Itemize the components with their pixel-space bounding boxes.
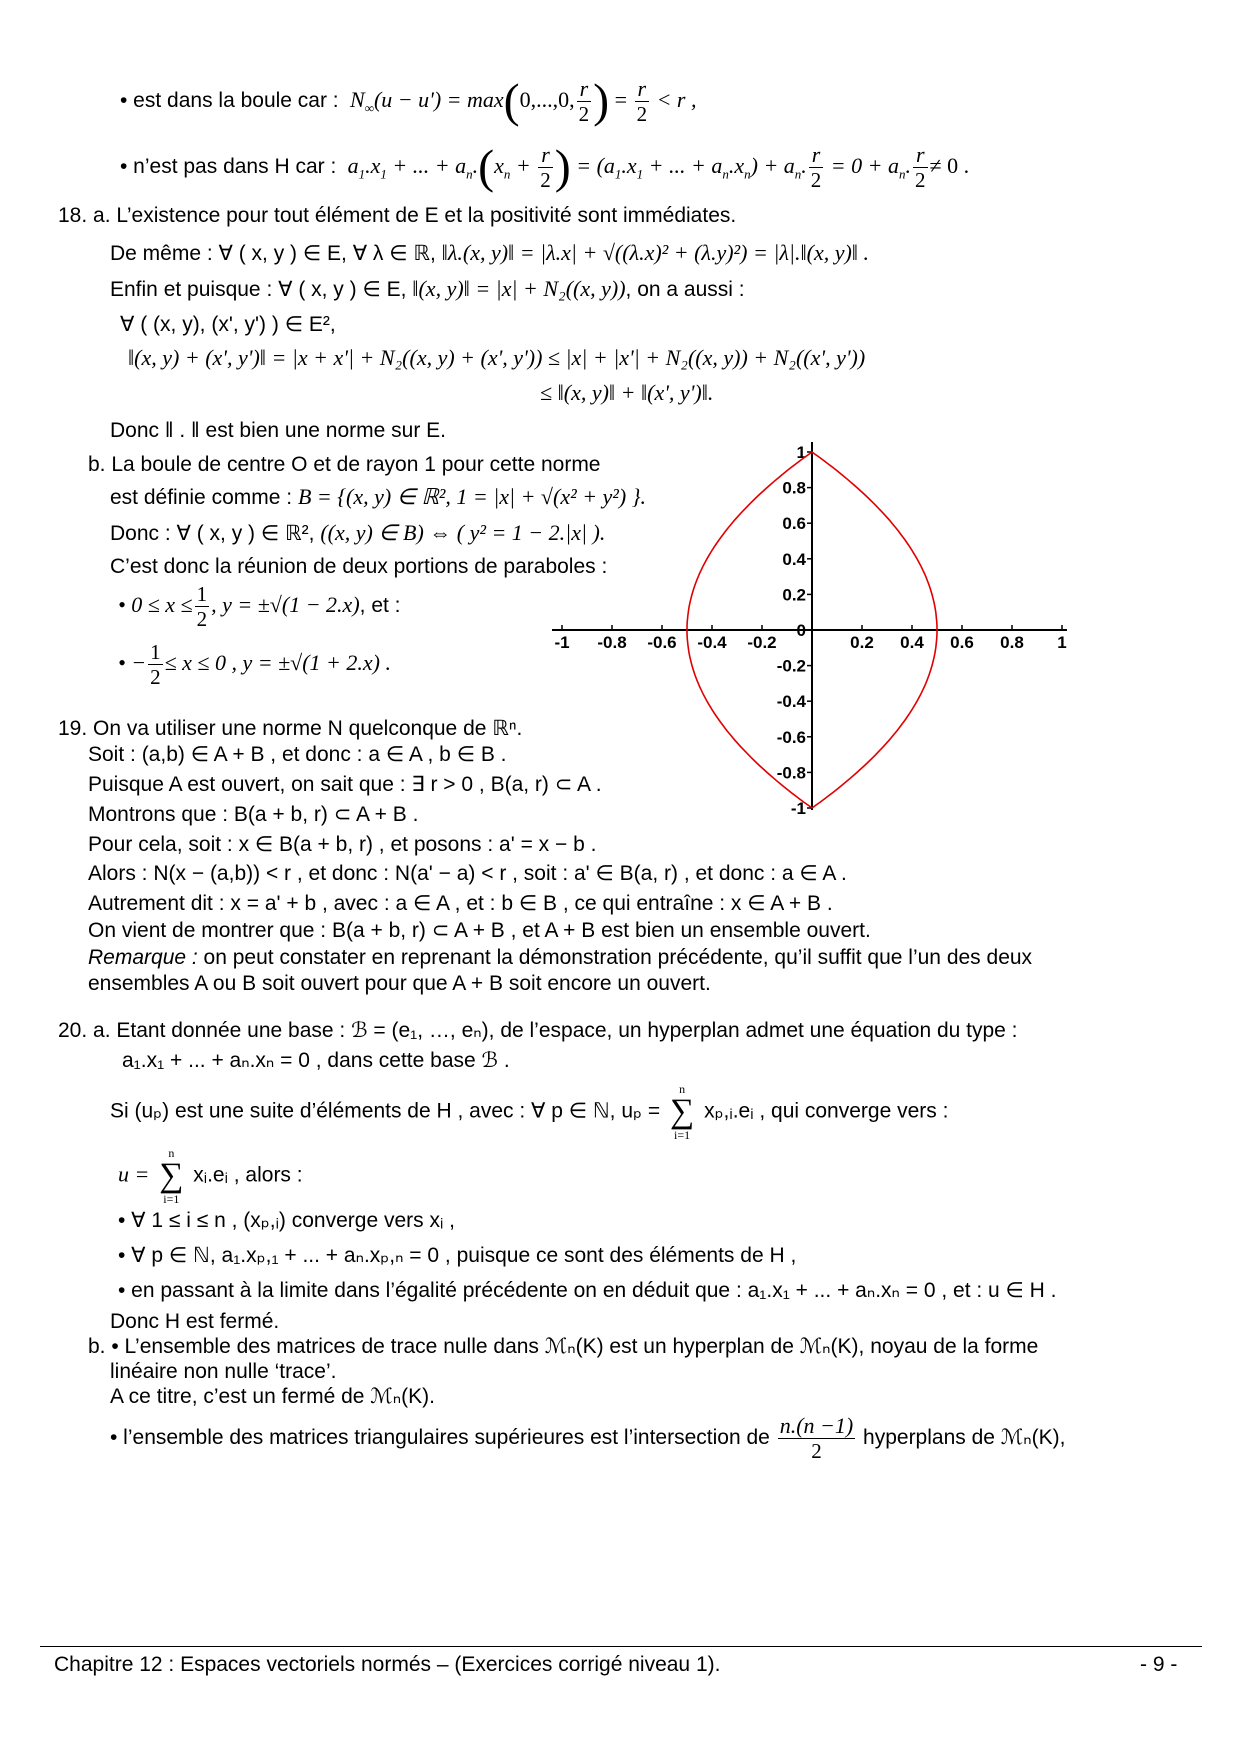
q18a-line5: ‖(x, y) + (x', y')‖ = |x + x'| + N₂((x, y) + (x', y')) ≤ |x| + |x'| + N₂((x, y)) + N₂((x', y')) — [128, 345, 866, 370]
x-tick-label: 0.2 — [850, 633, 874, 652]
y-tick-label: 0.8 — [782, 478, 806, 498]
q18b-line3 — [110, 520, 605, 547]
paren-right: ) — [554, 140, 571, 194]
math: = ($a_1.x_1$ + ... + $a_n.x_n) + a_n$. — [570, 153, 807, 182]
y-tick-label: 0 — [796, 621, 806, 640]
q19-line1: 19. On va utiliser une norme N quelconque de ℝⁿ. — [58, 717, 523, 740]
text: • est dans la boule car : — [120, 89, 339, 112]
q20b-line3: A ce titre, c’est un fermé de ℳₙ(K). — [110, 1385, 435, 1408]
q20-line1: 20. a. Etant donnée une base : ℬ = (e₁, …, eₙ), de l’espace, un hyperplan admet une équation du type : — [58, 1019, 1018, 1042]
q20b-line4 — [110, 1412, 1065, 1464]
paren-left: ( — [478, 140, 495, 194]
q20-line3 — [110, 1082, 948, 1142]
q19-line8: On vient de montrer que : B(a + b, r) ⊂ A + B , et A + B est bien un ensemble ouvert. — [88, 919, 871, 942]
y-tick-label: -0.2 — [776, 656, 806, 676]
fraction: $\frac{r}{2}$ — [810, 141, 822, 192]
q19-line10: ensembles A ou B soit ouvert pour que A + B soit encore un ouvert. — [88, 972, 711, 995]
q20b-line1: b. • L’ensemble des matrices de trace nulle dans ℳₙ(K) est un hyperplan de ℳₙ(K), noyau de la forme — [88, 1335, 1039, 1358]
math: , y = ±√(1 − 2.x) — [211, 592, 360, 617]
q20-line6: • ∀ p ∈ ℕ, a₁.xₚ,₁ + ... + aₙ.xₚ,ₙ = 0 , puisque ce sont des éléments de H , — [118, 1244, 797, 1267]
math: ≠ 0 . — [929, 153, 970, 178]
y-tick-label: 0.6 — [782, 514, 806, 534]
math: < r , — [651, 87, 697, 112]
line-in-ball — [120, 70, 696, 138]
q20-line5: • ∀ 1 ≤ i ≤ n , (xₚ,ᵢ) converge vers xᵢ , — [118, 1209, 455, 1232]
text: Si (uₚ) est une suite d’éléments de H , avec : ∀ p ∈ ℕ, uₚ = — [110, 1099, 661, 1123]
q18b-line1: b. La boule de centre O et de rayon 1 pour cette norme — [88, 453, 601, 476]
q18b-line4: C’est donc la réunion de deux portions de paraboles : — [110, 555, 608, 578]
q20b-line2: linéaire non nulle ‘trace’. — [110, 1360, 337, 1383]
text: on peut constater en reprenant la démonstration précédente, qu’il suffit que l’un des deux — [197, 946, 1033, 969]
q18a-line2 — [110, 240, 869, 267]
x-tick-label: 1 — [1057, 633, 1067, 652]
x-tick-label: 0.6 — [950, 633, 974, 652]
y-tick-label: 1 — [796, 443, 806, 462]
axes — [552, 442, 1067, 810]
q18a-line1: 18. a. L’existence pour tout élément de E et la positivité sont immédiates. — [58, 204, 737, 227]
q18a-line4: ∀ ( (x, y), (x', y') ) ∈ E², — [120, 313, 336, 336]
math: ((x, y) ∈ B) ⇔ ( y² = 1 − 2.|x| ). — [320, 520, 606, 545]
paren-right: ) — [593, 74, 610, 128]
fraction: $\frac{n.(n -1)}{2}$ — [779, 1412, 854, 1463]
x-tick-label: 0.4 — [900, 633, 924, 652]
footer-chapter: Chapitre 12 : Espaces vectoriels normés – (Exercices corrigé niveau 1). — [54, 1653, 721, 1676]
text: • n’est pas dans H car : — [120, 155, 337, 178]
y-tick-label: -0.4 — [776, 692, 806, 712]
q20-line2: a₁.x₁ + ... + aₙ.xₙ = 0 , dans cette base ℬ . — [122, 1049, 510, 1072]
math: ‖λ.(x, y)‖ = |λ.x| + √((λ.x)² + (λ.y)²) = |λ|.‖(x, y)‖ . — [441, 240, 869, 265]
fraction: $\frac{r}{2}$ — [915, 141, 926, 192]
text: xₚ,ᵢ.eᵢ , qui converge vers : — [704, 1099, 949, 1123]
y-tick-label: -0.8 — [776, 763, 806, 783]
math: ‖(x, y)‖ = |x| + N₂((x, y)) — [412, 276, 626, 301]
math: = $0 + a_n$. — [825, 153, 911, 182]
x-tick-label: -0.2 — [747, 633, 777, 652]
x-tick-label: 0.8 — [1000, 633, 1024, 652]
q19-line7: Autrement dit : x = a' + b , avec : a ∈ A , et : b ∈ B , ce qui entraîne : x ∈ A + B . — [88, 892, 833, 915]
q19-line4: Montrons que : B(a + b, r) ⊂ A + B . — [88, 803, 419, 826]
footer-rule — [40, 1646, 1202, 1647]
text: De même : ∀ ( x, y ) ∈ E, ∀ λ ∈ ℝ, — [110, 242, 436, 265]
line-not-in-H — [120, 136, 969, 204]
q20-line7: • en passant à la limite dans l’égalité précédente on en déduit que : a₁.x₁ + ... + aₙ.xₙ = 0 , et : u ∈ H . — [118, 1279, 1057, 1302]
math: • − — [118, 650, 147, 675]
y-tick-label: 0.2 — [782, 585, 806, 605]
y-tick-label: 0.4 — [782, 549, 806, 569]
text: , on a aussi : — [625, 278, 745, 301]
q19-line9 — [88, 945, 1032, 971]
x-tick-label: -0.4 — [697, 633, 727, 652]
parabola-ball-graph — [554, 443, 1200, 920]
q18b-line2 — [110, 484, 646, 511]
q19-line6: Alors : N(x − (a,b)) < r , et donc : N(a' − a) < r , soit : a' ∈ B(a, r) , et donc : a ∈ A . — [88, 862, 847, 885]
sum-sign: n ∑ i=1 — [159, 1146, 184, 1206]
fraction: $\frac{r}{2}$ — [636, 75, 648, 126]
q19-line5: Pour cela, soit : x ∈ B(a + b, r) , et posons : a' = x − b . — [88, 833, 597, 856]
text: Enfin et puisque : ∀ ( x, y ) ∈ E, — [110, 278, 407, 301]
math: • 0 ≤ x ≤ — [118, 592, 193, 617]
q19-line3: Puisque A est ouvert, on sait que : ∃ r > 0 , B(a, r) ⊂ A . — [88, 773, 602, 796]
fraction: $\frac{r}{2}$ — [578, 75, 590, 126]
math: $a_1.x_1$ + ... + $a_n$. — [347, 153, 479, 182]
x-tick-label: -0.6 — [647, 633, 677, 652]
y-tick-label: -0.6 — [776, 727, 806, 747]
q20-line4 — [118, 1146, 303, 1206]
text: est définie comme : — [110, 486, 293, 509]
math: $x_n$ + — [494, 153, 537, 182]
paren-left: ( — [503, 74, 520, 128]
q18a-line7: Donc ‖ . ‖ est bien une norme sur E. — [110, 419, 447, 442]
text: Donc : ∀ ( x, y ) ∈ ℝ², — [110, 522, 315, 545]
fraction: $\frac{1}{2}$ — [150, 639, 161, 689]
text: • l’ensemble des matrices triangulaires supérieures est l’intersection de — [110, 1426, 770, 1449]
math: ≤ x ≤ 0 , y = ±√(1 + 2.x) . — [164, 650, 391, 675]
y-tick-label: -1 — [790, 799, 806, 818]
q18b-line6 — [118, 638, 391, 689]
sum-sign: n ∑ i=1 — [669, 1082, 695, 1142]
text: hyperplans de ℳₙ(K), — [863, 1426, 1066, 1449]
fraction: $\frac{r}{2}$ — [540, 141, 551, 192]
math: B = {(x, y) ∈ ℝ², 1 = |x| + √(x² + y²) }. — [297, 484, 647, 509]
q19-line2: Soit : (a,b) ∈ A + B , et donc : a ∈ A , b ∈ B . — [88, 743, 507, 766]
math: 0,...,0, — [519, 87, 575, 112]
math: u = — [118, 1161, 150, 1187]
q18a-line3 — [110, 276, 745, 303]
x-tick-label: -0.8 — [597, 633, 627, 652]
math: $N_\infty(u - u') = \max$ — [350, 87, 504, 116]
footer-page-number: - 9 - — [1140, 1653, 1178, 1676]
q18b-line5 — [118, 580, 401, 631]
math: = — [609, 87, 633, 112]
text: , et : — [359, 594, 401, 617]
x-tick-label: -1 — [554, 633, 570, 652]
q18a-line6: ≤ ‖(x, y)‖ + ‖(x', y')‖. — [540, 380, 714, 405]
fraction: $\frac{1}{2}$ — [196, 581, 208, 631]
q20-line8: Donc H est fermé. — [110, 1310, 280, 1333]
text: xᵢ.eᵢ , alors : — [193, 1163, 303, 1187]
remark-label: Remarque : — [88, 946, 198, 969]
